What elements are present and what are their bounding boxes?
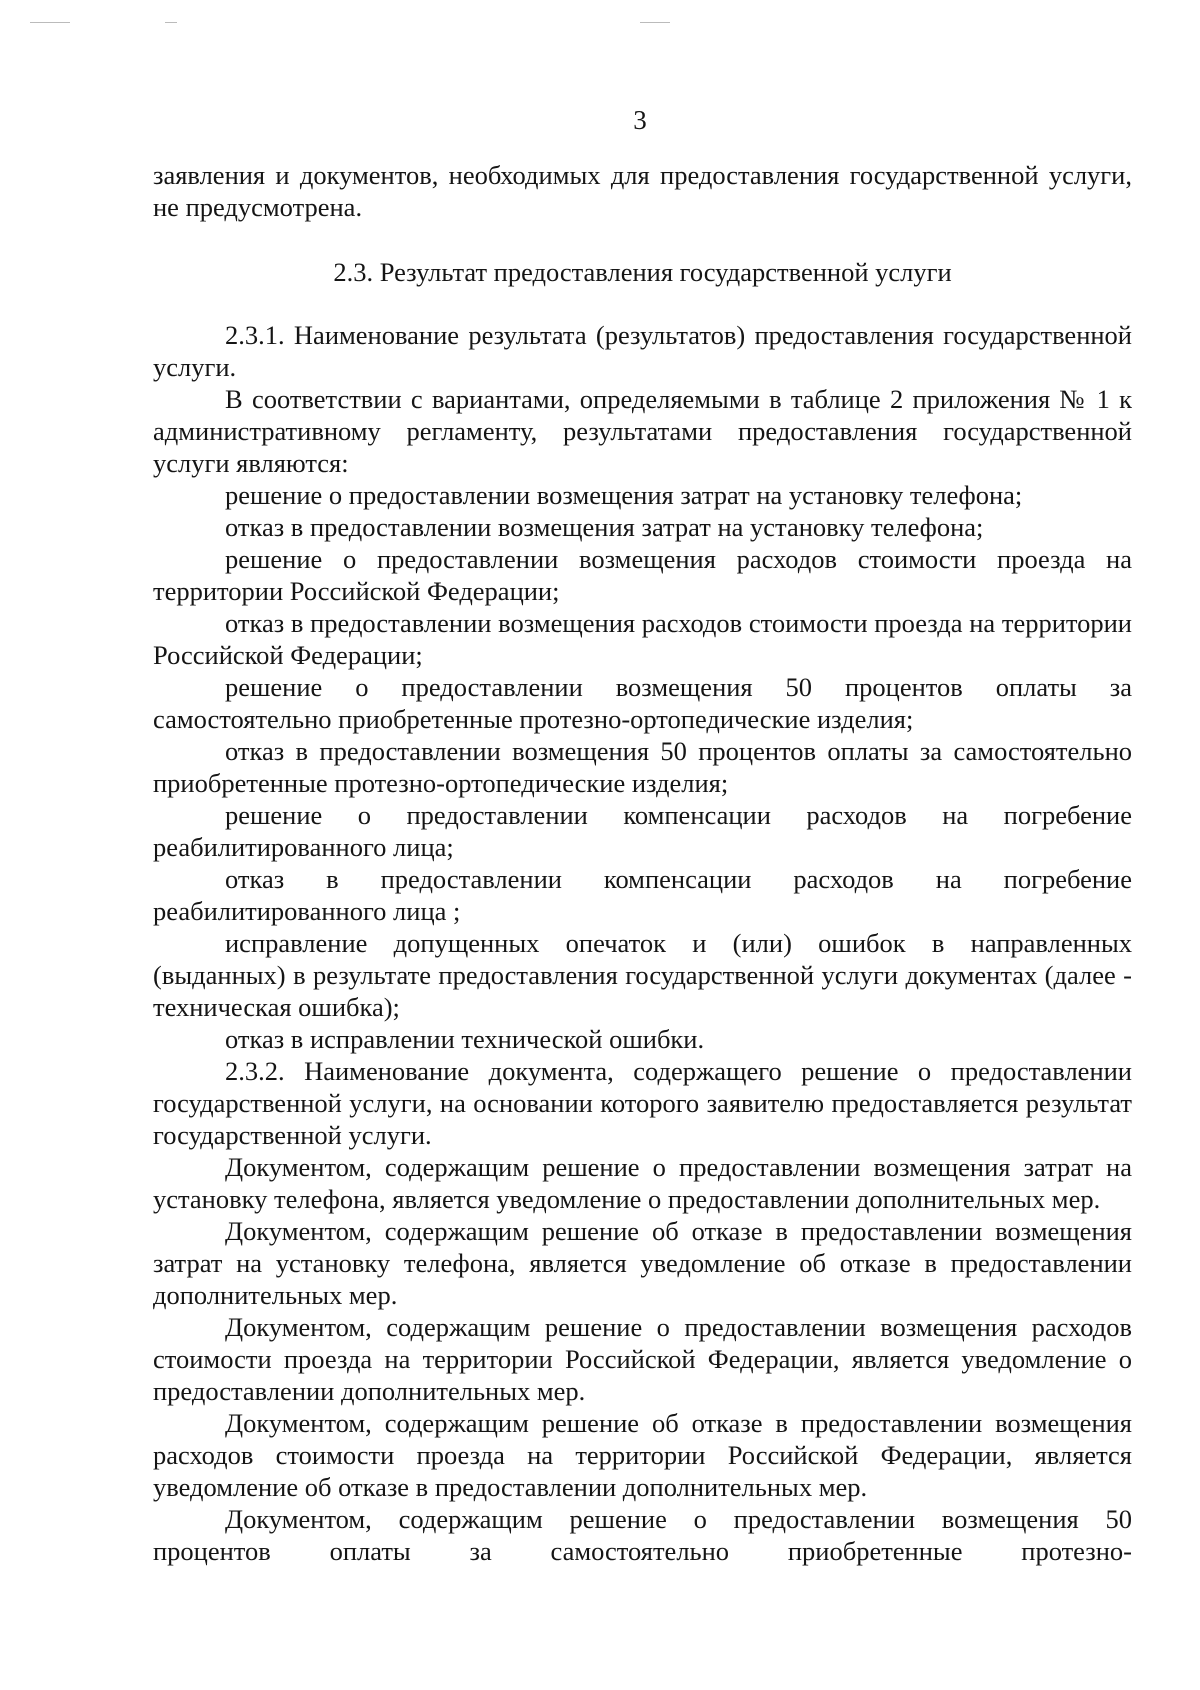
scan-artifact [30, 22, 70, 23]
document-body [153, 159, 1132, 1567]
result-list-item: решение о предоставлении возмещения расходов стоимости проезда на территории Российской Федерации; [153, 544, 1132, 606]
result-list-item: отказ в предоставлении компенсации расходов на погребение реабилитированного лица ; [153, 864, 1132, 926]
paragraph: Документом, содержащим решение об отказе в предоставлении возмещения расходов стоимости проезда на территории Российской Федерации, является уведомление об отказе в предоставлении дополнительных мер. [153, 1408, 1132, 1502]
subsection-title: 2.3.1. Наименование результата (результатов) предоставления государственной услуги. [153, 320, 1132, 382]
paragraph-continuation: заявления и документов, необходимых для предоставления государственной услуги, не предусмотрена. [153, 160, 1132, 222]
paragraph: Документом, содержащим решение о предоставлении возмещения расходов стоимости проезда на территории Российской Федерации, является уведомление о предоставлении дополнительных мер. [153, 1312, 1132, 1406]
scan-artifact [165, 22, 177, 23]
result-list-item: отказ в предоставлении возмещения затрат на установку телефона; [225, 512, 984, 542]
paragraph: Документом, содержащим решение о предоставлении возмещения затрат на установку телефона, является уведомление о предоставлении дополнительных мер. [153, 1152, 1132, 1214]
scan-artifact [640, 22, 670, 23]
result-list-item: отказ в предоставлении возмещения 50 процентов оплаты за самостоятельно приобретенные протезно-ортопедические изделия; [153, 736, 1132, 798]
result-list-item: решение о предоставлении компенсации расходов на погребение реабилитированного лица; [153, 800, 1132, 862]
page-number: 3 [633, 105, 647, 135]
result-list-item: отказ в исправлении технической ошибки. [225, 1024, 705, 1054]
subsection-title: 2.3.2. Наименование документа, содержащего решение о предоставлении государственной услуги, на основании которого заявителю предоставляется результат государственной услуги. [153, 1056, 1132, 1150]
paragraph: Документом, содержащим решение об отказе в предоставлении возмещения затрат на установку телефона, является уведомление об отказе в предоставлении дополнительных мер. [153, 1216, 1132, 1310]
result-list-item: решение о предоставлении возмещения 50 процентов оплаты за самостоятельно приобретенные протезно-ортопедические изделия; [153, 672, 1132, 734]
result-list-item: решение о предоставлении возмещения затрат на установку телефона; [225, 480, 1023, 510]
section-heading: 2.3. Результат предоставления государственной услуги [333, 257, 952, 287]
result-list-item: исправление допущенных опечаток и (или) ошибок в направленных (выданных) в результате предоставления государственной услуги документах (далее - техническая ошибка); [153, 928, 1132, 1022]
paragraph: В соответствии с вариантами, определяемыми в таблице 2 приложения № 1 к административному регламенту, результатами предоставления государственной услуги являются: [153, 384, 1132, 478]
result-list-item: отказ в предоставлении возмещения расходов стоимости проезда на территории Российской Федерации; [153, 608, 1132, 670]
paragraph-continues-next-page: Документом, содержащим решение о предоставлении возмещения 50 процентов оплаты за самостоятельно приобретенные протезно- [153, 1504, 1132, 1566]
